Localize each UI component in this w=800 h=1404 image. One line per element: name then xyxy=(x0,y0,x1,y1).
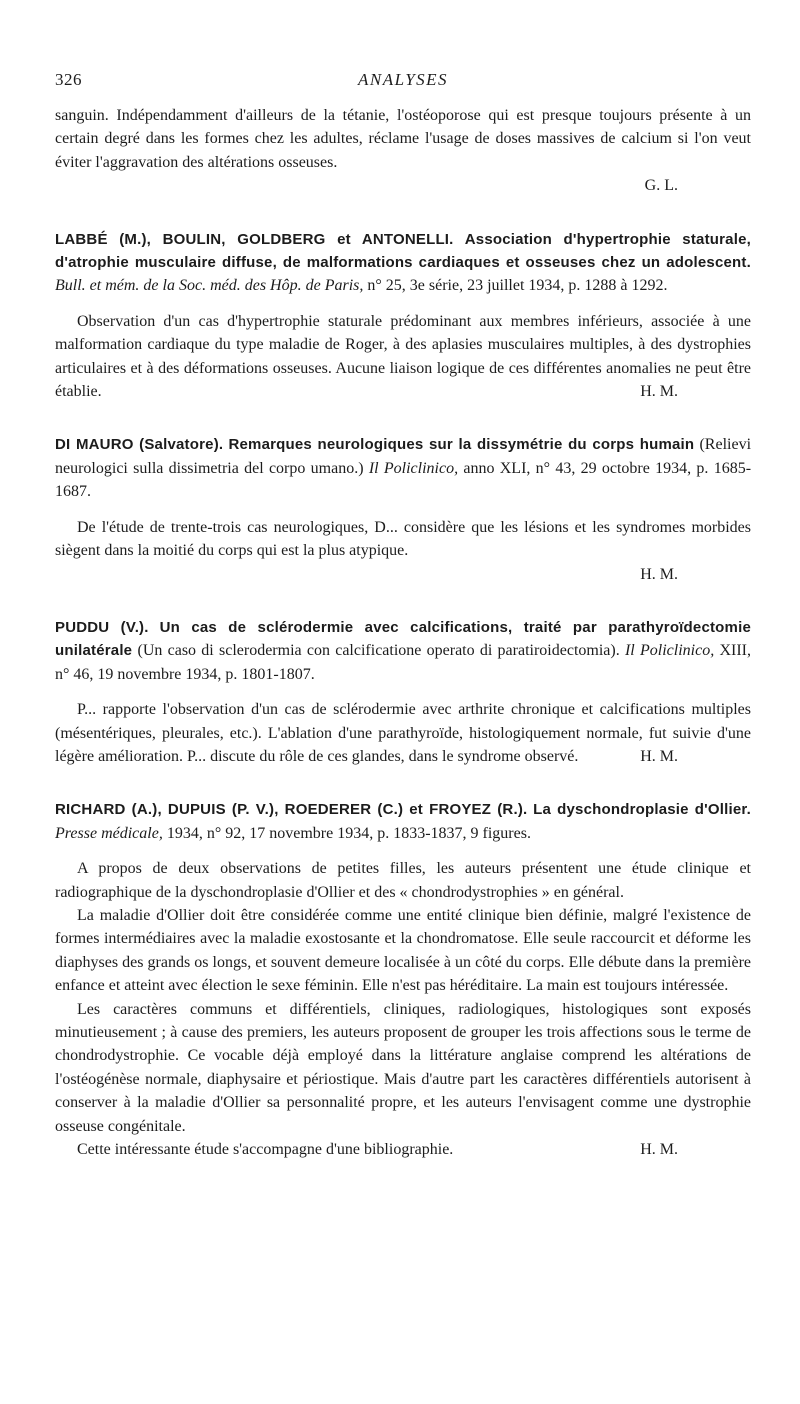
entry-title: Association d'hypertrophie staturale, d'atrophie musculaire diffuse, de malformations cardiaques et osseuses chez un adolescent. xyxy=(55,230,751,272)
abstract-signature: H. M. xyxy=(640,1141,678,1159)
entry-dimauro-signature: H. M. xyxy=(640,565,678,583)
entry-source: Il Policlinico, xyxy=(624,642,715,660)
entry-puddu-abstract xyxy=(55,698,751,768)
entry-title: Remarques neurologiques sur la dissymétrie du corps humain xyxy=(228,436,695,454)
entry-citation: 1934, n° 92, 17 novembre 1934, p. 1833-1837, 9 figures. xyxy=(166,824,531,842)
entry-citation: XIII, n° 46, 19 novembre 1934, p. 1801-1807. xyxy=(55,642,751,683)
abstract-text: P... rapporte l'observation d'un cas de sclérodermie avec arthrite chronique et calcifications multiples (mésentériques, pleurales, etc.). L'ablation d'une parathyroïde, histologiquement normale, fut suivie d'une légère amélioration. P... discute du rôle de ces glandes, dans le syndrome observé. xyxy=(55,701,751,765)
abstract-signature: H. M. xyxy=(640,383,678,401)
entry-source: Presse médicale, xyxy=(55,824,163,842)
abstract-text: Cette intéressante étude s'accompagne d'une bibliographie. xyxy=(77,1141,454,1159)
entry-labbe-heading xyxy=(55,228,751,298)
entry-citation: anno XLI, n° 43, 29 octobre 1934, p. 1685-1687. xyxy=(55,459,752,501)
entry-original-title: (Un caso di sclerodermia con calcificatione operato di paratiroidectomia). xyxy=(137,642,620,660)
entry-source: Bull. et mém. de la Soc. méd. des Hôp. de Paris, xyxy=(55,277,364,295)
entry-richard-paragraph-1: A propos de deux observations de petites filles, les auteurs présentent une étude clinique et radiographique de la dyschondroplasie d'Ollier et des « chondrodystrophies » en général. xyxy=(55,860,751,901)
entry-dimauro-heading xyxy=(55,433,751,503)
entry-citation: n° 25, 3e série, 23 juillet 1934, p. 1288 à 1292. xyxy=(367,277,668,295)
entry-title: Un cas de sclérodermie avec calcifications, traité par parathyroïdectomie unilatérale xyxy=(55,618,751,660)
abstract-text: Observation d'un cas d'hypertrophie staturale prédominant aux membres inférieurs, associée à une malformation cardiaque du type maladie de Roger, à des aplasies musculaires multiples, à des dystrophies articulaires et à des déformations osseuses. Aucune liaison logique de ces différentes anomalies ne peut être établie. xyxy=(55,312,751,401)
intro-signature: G. L. xyxy=(644,177,678,195)
journal-page xyxy=(55,64,751,1161)
entry-authors: LABBÉ (M.), BOULIN, GOLDBERG et ANTONELLI. xyxy=(55,230,454,248)
page-number: 326 xyxy=(55,70,82,89)
running-title: ANALYSES xyxy=(357,70,449,89)
entry-authors: RICHARD (A.), DUPUIS (P. V.), ROEDERER (C.) et FROYEZ (R.). xyxy=(55,801,528,819)
entry-authors: PUDDU (V.). xyxy=(55,618,149,636)
entry-source: Il Policlinico, xyxy=(368,459,459,477)
entry-authors: DI MAURO (Salvatore). xyxy=(55,436,224,454)
entry-title: La dyschondroplasie d'Ollier. xyxy=(533,801,752,819)
entry-labbe-abstract xyxy=(55,310,751,404)
intro-paragraph: sanguin. Indépendamment d'ailleurs de la tétanie, l'ostéoporose qui est presque toujours présente à un certain degré dans les formes chez les adultes, réclame l'usage de doses massives de calcium si l'on veut éviter l'aggravation des altérations osseuses. xyxy=(55,107,751,171)
abstract-signature: H. M. xyxy=(640,747,678,765)
entry-richard-paragraph-2: La maladie d'Ollier doit être considérée comme une entité clinique bien définie, malgré l'existence de formes intermédiaires avec la maladie exostosante et la chondromatose. Elle seule raccourcit et déforme les diaphyses des grands os longs, et souvent demeure localisée à un côté du corps. Elle débute dans la première enfance et atteint avec élection le sexe féminin. Elle n'est pas héréditaire. La main est toujours intéressée. xyxy=(55,906,751,995)
entry-richard-paragraph-4 xyxy=(55,1138,751,1161)
entry-richard-paragraph-3: Les caractères communs et différentiels, cliniques, radiologiques, histologiques sont exposés minutieusement ; à cause des premiers, les auteurs proposent de grouper les trois affections sous le terme de chondrodystrophie. Ce vocable déjà employé dans la littérature anglaise comprend les altérations de l'ostéogénèse normale, diaphysaire et périostique. Mais d'autre part les caractères différentiels autorisent à conserver à la maladie d'Ollier sa personnalité propre, et les auteurs l'envisagent comme une dystrophie osseuse congénitale. xyxy=(55,1000,751,1135)
entry-dimauro-abstract: De l'étude de trente-trois cas neurologiques, D... considère que les lésions et les syndromes morbides siègent dans la moitié du corps qui est la plus atypique. xyxy=(55,518,751,560)
running-head xyxy=(55,64,751,94)
entry-original-title: (Relievi neurologici sulla dissimetria del corpo umano.) xyxy=(55,436,752,477)
entry-richard-heading xyxy=(55,798,751,845)
entry-puddu-heading xyxy=(55,616,751,686)
